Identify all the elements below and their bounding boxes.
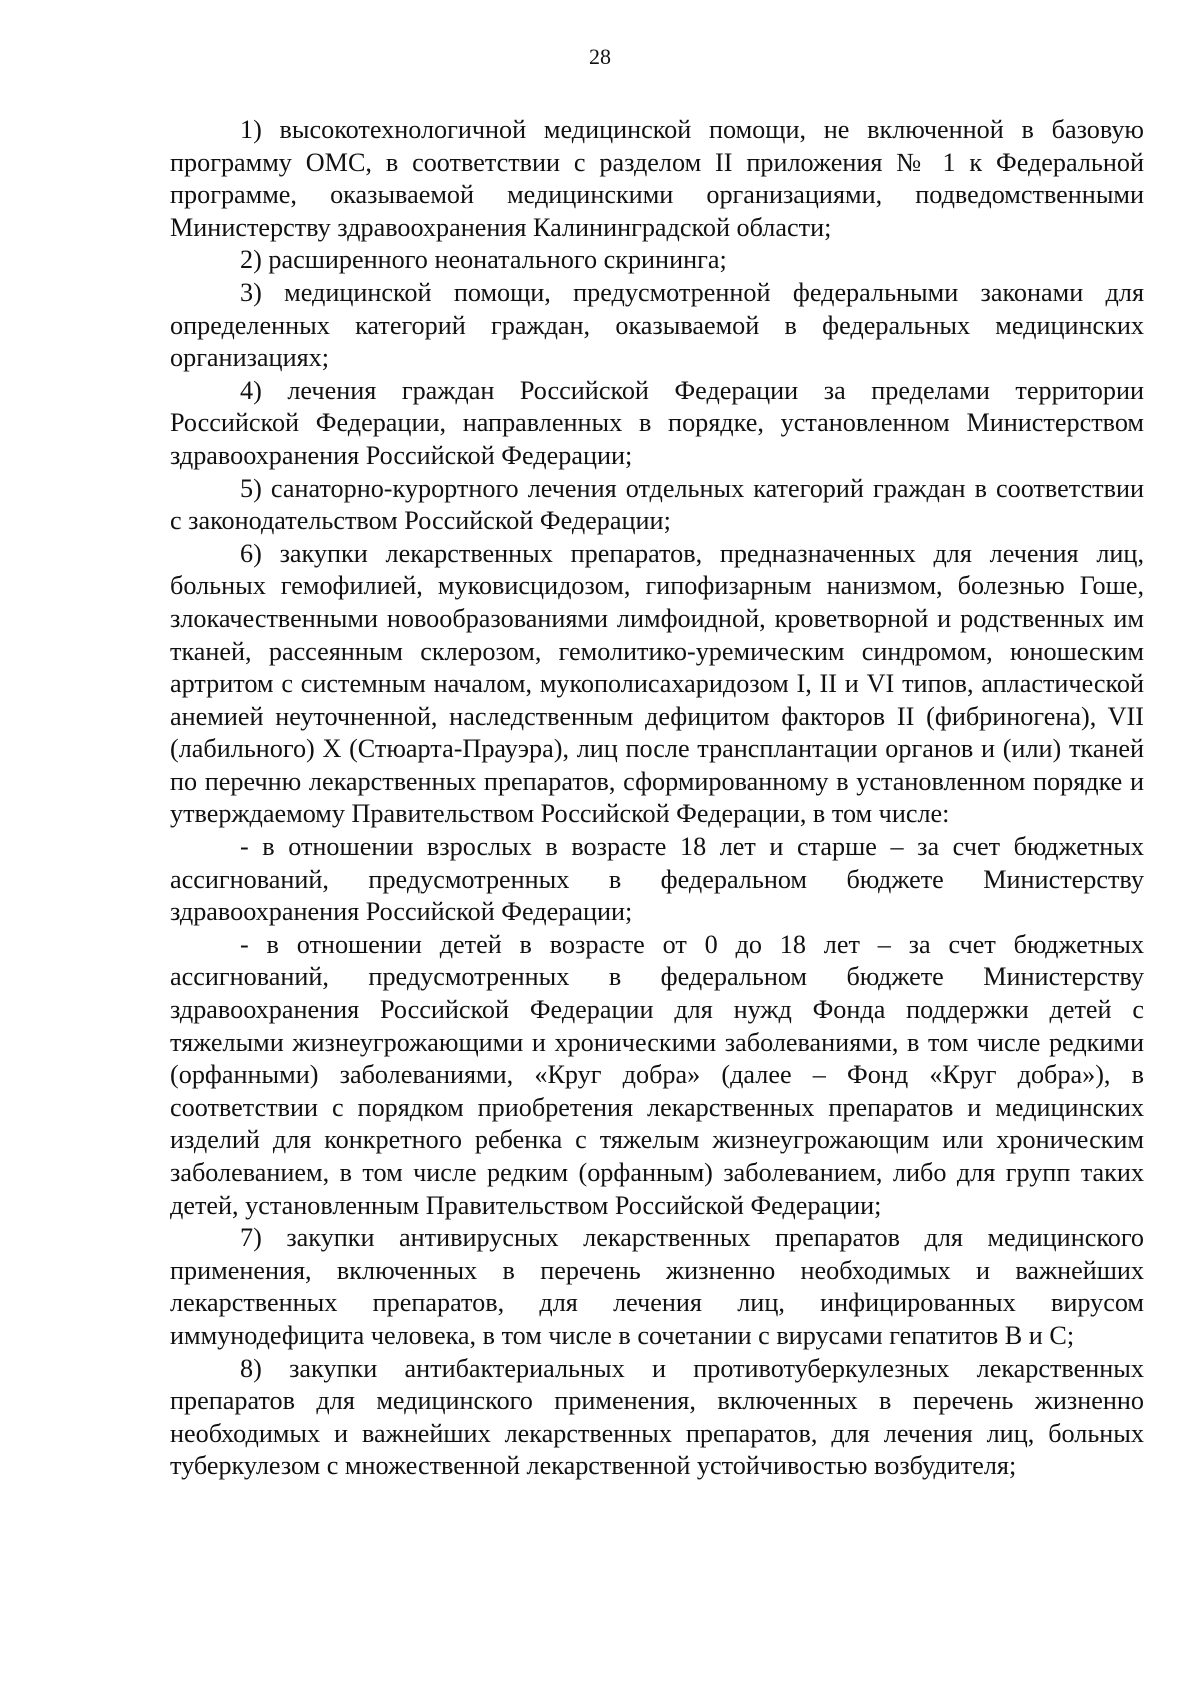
paragraph-item-8: 8) закупки антибактериальных и противотуберкулезных лекарственных препаратов для медицинского применения, включенных в перечень жизненно необходимых и важнейших лекарственных препаратов, для лечения лиц, больных туберкулезом с множественной лекарственной устойчивостью возбудителя; (170, 1353, 1144, 1481)
paragraph-item-2: 2) расширенного неонатального скрининга; (240, 245, 727, 275)
paragraph-item-3: 3) медицинской помощи, предусмотренной федеральными законами для определенных категорий граждан, оказываемой в федеральных медицинских организациях; (170, 277, 1144, 373)
paragraph-item-6: 6) закупки лекарственных препаратов, предназначенных для лечения лиц, больных гемофилией, муковисцидозом, гипофизарным нанизмом, болезнью Гоше, злокачественными новообразованиями лимфоидной, кроветворной и родственных им тканей, рассеянным склерозом, гемолитико-уремическим синдромом, юношеским артритом с системным началом, мукополисахаридозом I, II и VI типов, апластической анемией неуточненной, наследственным дефицитом факторов II (фибриногена), VII (лабильного) X (Стюарта-Прауэра), лиц после трансплантации органов и (или) тканей по перечню лекарственных препаратов, сформированному в установленном порядке и утверждаемому Правительством Российской Федерации, в том числе: (170, 538, 1144, 829)
page-number: 28 (589, 44, 611, 69)
paragraph-subitem-adults: - в отношении взрослых в возрасте 18 лет и старше – за счет бюджетных ассигнований, предусмотренных в федеральном бюджете Министерству здравоохранения Российской Федерации; (170, 832, 1144, 927)
paragraph-item-1: 1) высокотехнологичной медицинской помощи, не включенной в базовую программу ОМС, в соответствии с разделом II приложения № 1 к Федеральной программе, оказываемой медицинскими организациями, подведомственными Министерству здравоохранения Калининградской области; (170, 115, 1144, 242)
paragraph-item-7: 7) закупки антивирусных лекарственных препаратов для медицинского применения, включенных в перечень жизненно необходимых и важнейших лекарственных препаратов, для лечения лиц, инфицированных вирусом иммунодефицита человека, в том числе в сочетании с вирусами гепатитов B и C; (170, 1223, 1144, 1350)
paragraph-item-4: 4) лечения граждан Российской Федерации за пределами территории Российской Федерации, направленных в порядке, установленном Министерством здравоохранения Российской Федерации; (170, 375, 1144, 470)
paragraph-item-5: 5) санаторно-курортного лечения отдельных категорий граждан в соответствии с законодательством Российской Федерации; (170, 473, 1144, 536)
paragraph-subitem-children: - в отношении детей в возрасте от 0 до 18 лет – за счет бюджетных ассигнований, предусмотренных в федеральном бюджете Министерству здравоохранения Российской Федерации для нужд Фонда поддержки детей с тяжелыми жизнеугрожающими и хроническими заболеваниями, в том числе редкими (орфанными) заболеваниями, «Круг добра» (далее – Фонд «Круг добра»), в соответствии с порядком приобретения лекарственных препаратов и медицинских изделий для конкретного ребенка с тяжелым жизнеугрожающим или хроническим заболеванием, в том числе редким (орфанным) заболеванием, либо для групп таких детей, установленным Правительством Российской Федерации; (170, 929, 1144, 1220)
document-body (170, 114, 1144, 1483)
